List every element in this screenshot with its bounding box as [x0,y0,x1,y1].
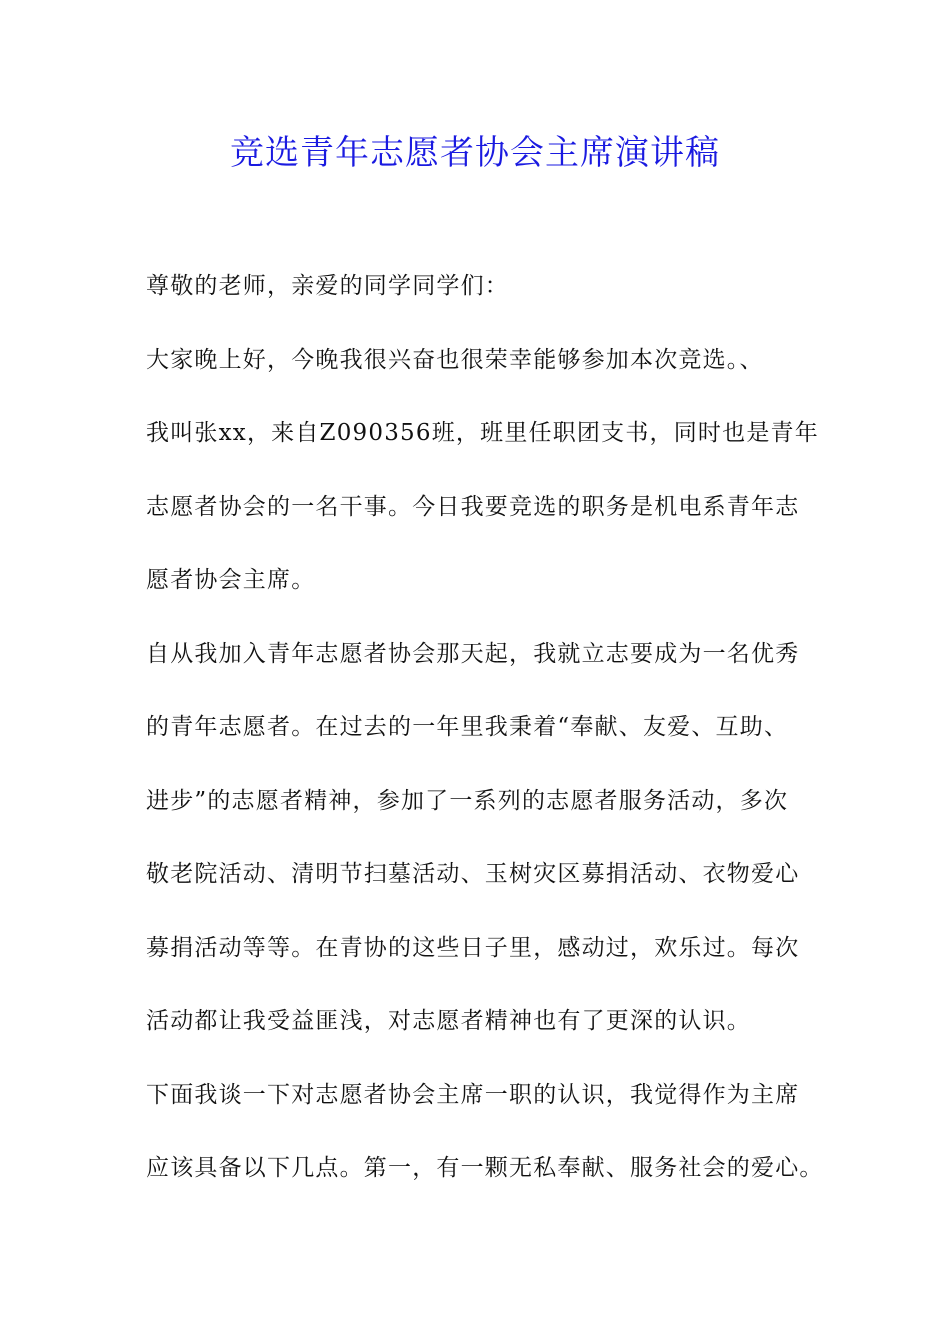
text-line-12: 下面我谈一下对志愿者协会主席一职的认识，我觉得作为主席 [146,1081,800,1108]
text-line-13: 应该具备以下几点。第一，有一颗无私奉献、服务社会的爱心。 [146,1155,824,1181]
text-line-11: 活动都让我受益匪浅，对志愿者精神也有了更深的认识。 [146,1008,751,1034]
text-line-1: 尊敬的老师，亲爱的同学同学们： [146,273,509,299]
text-line-8: 进步”的志愿者精神，参加了一系列的志愿者服务活动，多次 [146,787,789,814]
text-line-10: 募捐活动等等。在青协的这些日子里，感动过，欢乐过。每次 [146,934,800,961]
document-body [146,262,826,1218]
text-line-6: 自从我加入青年志愿者协会那天起，我就立志要成为一名优秀 [146,640,800,667]
text-line-2: 大家晚上好，今晚我很兴奋也很荣幸能够参加本次竞选。、 [146,346,764,373]
text-line-3: 我叫张xx，来自Z090356班，班里任职团支书，同时也是青年 [146,420,819,446]
text-line-4: 志愿者协会的一名干事。今日我要竞选的职务是机电系青年志 [146,493,800,520]
text-line-5: 愿者协会主席。 [146,567,316,593]
document-title: 竞选青年志愿者协会主席演讲稿 [230,133,720,173]
text-line-7: 的青年志愿者。在过去的一年里我秉着“奉献、友爱、互助、 [146,714,789,740]
text-line-9: 敬老院活动、清明节扫墓活动、玉树灾区募捐活动、衣物爱心 [146,861,800,887]
